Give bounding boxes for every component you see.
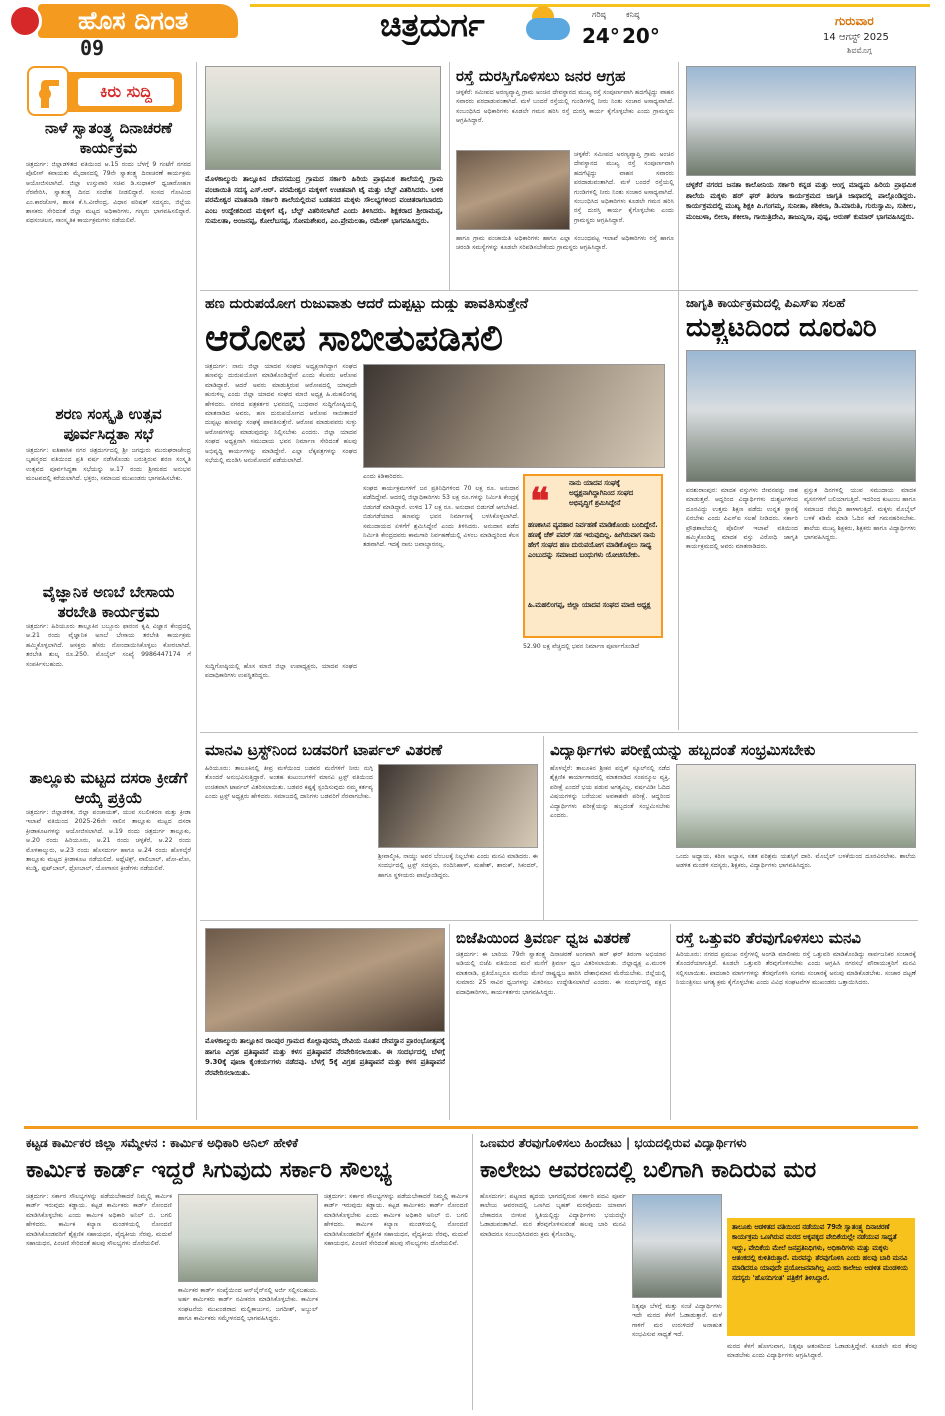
bottom-left-body: ಚಿತ್ರದುರ್ಗ: ಸರ್ಕಾರ ಸೌಲಭ್ಯಗಳನ್ನು ಪಡೆಯಬೇಕಾದರೆ ನಿಮ್ಮಲ್ಲಿ ಕಾರ್ಮಿಕ ಕಾರ್ಡ್ ಇರುವುದು ಕಡ್ಡಾಯ. ಕಟ್ಟಡ ಕಾರ್ಮಿಕರು ಕಾರ್ಡ್ ನೋಂದಣಿ ಮಾಡಿಸಿಕೊಳ್ಳಬೇಕು ಎಂದು ಕಾರ್ಮಿಕ ಅಧಿಕಾರಿ ಅನಿಲ್ ಬಿ. ಬಗಲಿ ಹೇಳಿದರು. ಕಾರ್ಮಿಕ ಕಲ್ಯಾಣ ಮಂಡಳಿಯಲ್ಲಿ ನೋಂದಣಿ ಮಾಡಿಸಿಕೊಂಡವರಿಗೆ ಶೈಕ್ಷಣಿಕ ಸಹಾಯಧನ, ವೈದ್ಯಕೀಯ ನೆರವು, ಮದುವೆ ಸಹಾಯಧನ, ಪಿಂಚಣಿ ಸೇರಿದಂತೆ ಹಲವು ಸೌಲಭ್ಯಗಳು ದೊರೆಯಲಿವೆ.: [324, 1193, 468, 1248]
brief-headline: ಶರಣ ಸಂಸ್ಕೃತಿ ಉತ್ಸವ ಪೂರ್ವಸಿದ್ಧತಾ ಸಭೆ: [55, 405, 162, 443]
road-body: ಚಳ್ಳಕೆರೆ: ಸಮೀಪದ ಅರಣ್ಯವ್ಯಾಪ್ತಿ ಗ್ರಾಮ ಅಂಚಿನ ದೇವಸ್ಥಾನದ ಮುಖ್ಯ ರಸ್ತೆ ಸಂಪೂರ್ಣವಾಗಿ ಹದಗೆಟ್ಟಿದ್ದು ವಾಹನ ಸವಾರರು ಪರದಾಡುವಂತಾಗಿದೆ. ಮಳೆ ಬಂದರೆ ರಸ್ತೆಯಲ್ಲಿ ಗುಂಡಿಗಳಲ್ಲಿ ನೀರು ನಿಂತು ಸಂಚಾರ ಅಸಾಧ್ಯವಾಗಿದೆ. ಸಂಬಂಧಿಸಿದ ಅಧಿಕಾರಿಗಳು ಕೂಡಲೇ ಗಮನ ಹರಿಸಿ ರಸ್ತೆ ದುರಸ್ತಿ ಕಾರ್ಯ ಕೈಗೊಳ್ಳಬೇಕು ಎಂದು ಗ್ರಾಮಸ್ಥರು ಆಗ್ರಹಿಸಿದ್ದಾರೆ.: [574, 151, 674, 224]
issue-date: 14 ಆಗಸ್ಟ್ 2025: [823, 32, 889, 43]
column-divider: [196, 62, 197, 1120]
photo-caption: ಮೊಳಕಾಲ್ಮುರು ತಾಲ್ಲೂಕಿನ ದೇವಸಮುದ್ರ ಗ್ರಾಮದ ಸರ್ಕಾರಿ ಹಿರಿಯ ಪ್ರಾಥಮಿಕ ಶಾಲೆಯಲ್ಲಿ ಗ್ರಾಮ ಪಂಚಾಯಿತಿ ಸದಸ್ಯ ಎಸ್.ಆರ್. ಪರಮೇಶ್ವರ ಮಕ್ಕಳಿಗೆ ಉಚಿತವಾಗಿ ಟೈ ಮತ್ತು ಬೆಲ್ಟ್ ವಿತರಿಸಿದರು. ಬಳಿಕ ಪರಮೇಶ್ವರ ಮಾತನಾಡಿ ಸರ್ಕಾರಿ ಶಾಲೆಯಲ್ಲಿರುವ ಬಡತನದ ಮಕ್ಕಳು ಸೌಲಭ್ಯಗಳಿಂದ ವಂಚಿತರಾಗಬಾರದು ಎಂಬ ಉದ್ದೇಶದಿಂದ ಮಕ್ಕಳಿಗೆ ಟೈ, ಬೆಲ್ಟ್ ವಿತರಿಸಲಾಗಿದೆ ಎಂದು ತಿಳಿಸಿದರು. ಶಿಕ್ಷಕರಾದ ಶ್ರೀರಾಮಪ್ಪ, ಸುಮಲತಾ, ಅಂಜನಪ್ಪ, ಕೋಲೆಬಸಪ್ಪ, ಸೋಮಶೇಖರ, ಎಂ.ಪ್ರೇಮಲತಾ, ರಮೇಶ್ ಭಾಗವಹಿಸಿದ್ದರು.: [205, 175, 443, 225]
cloud-icon: [526, 18, 570, 40]
info-box-text: ತಾಲೂಕು ಆಡಳಿತದ ವತಿಯಿಂದ ನಡೆಯುವ 79ನೇ ಸ್ವಾತಂತ್ರ್ಯ ದಿನಾಚರಣೆ ಕಾರ್ಯಕ್ರಮ ಒಣಗಿರುವ ಮರದ ಅಕ್ಕಪಕ್ಕದ ವೇದಿಕೆಯಲ್ಲೇ ನಡೆಯುವ ಸಾಧ್ಯತೆ ಇದ್ದು, ವೇದಿಕೆಯ ಮೇಲೆ ಜನಪ್ರತಿನಿಧಿಗಳು, ಅಧಿಕಾರಿಗಳು ಮತ್ತು ಮಕ್ಕಳು ಆತಂಕದಲ್ಲಿ ಕುಳಿತಿರುತ್ತಾರೆ. ಮರವನ್ನು ತೆರವುಗೊಳಿಸಿ ಎಂದು ಹಲವು ಬಾರಿ ಮನವಿ ಮಾಡಿದರೂ ಯಾವುದೇ ಪ್ರಯೋಜನವಾಗಿಲ್ಲ ಎಂದು ಕಾಲೇಜು ಆಡಳಿತ ಮಂಡಳಿಯ ಸದಸ್ಯರು 'ಹೊಸದಿಗಂತ' ಪತ್ರಿಕೆಗೆ ತಿಳಿಸಿದ್ದಾರೆ.: [732, 1223, 908, 1283]
brief-headline: ನಾಳೆ ಸ್ವಾತಂತ್ರ್ಯ ದಿನಾಚರಣೆ ಕಾರ್ಯಕ್ರಮ: [44, 119, 173, 157]
day-of-week: ಗುರುವಾರ: [835, 14, 874, 28]
brief-body: ಚಿತ್ರದುರ್ಗ: ಜಿಲ್ಲಾಡಳಿತ, ಜಿಲ್ಲಾ ಪಂಚಾಯತ್, ಯುವ ಸಬಲೀಕರಣ ಮತ್ತು ಕ್ರೀಡಾ ಇಲಾಖೆ ವತಿಯಿಂದ 2025-26ನೇ ಸಾಲಿನ ತಾಲ್ಲೂಕು ಮಟ್ಟದ ದಸರಾ ಕ್ರೀಡಾಕೂಟಗಳನ್ನು ಆಯೋಜಿಸಲಾಗಿದೆ. ಆ.19 ರಂದು ಚಿತ್ರದುರ್ಗ ತಾಲ್ಲೂಕು, ಆ.20 ರಂದು ಹಿರಿಯೂರು, ಆ.21 ರಂದು ಚಳ್ಳಕೆರೆ, ಆ.22 ರಂದು ಮೊಳಕಾಲ್ಮುರು, ಆ.23 ರಂದು ಹೊಸದುರ್ಗ ಹಾಗೂ ಆ.24 ರಂದು ಹೊಳಲ್ಕೆರೆ ತಾಲ್ಲೂಕು ಮಟ್ಟದ ಕ್ರೀಡಾಕೂಟ ನಡೆಯಲಿದೆ. ಅಥ್ಲೆಟಿಕ್ಸ್, ವಾಲಿಬಾಲ್, ಖೋ-ಖೋ, ಕಬಡ್ಡಿ, ಫುಟ್‌ಬಾಲ್, ಥ್ರೋಬಾಲ್, ಯೋಗಾಸನ ಕ್ರೀಡೆಗಳು ನಡೆಯಲಿವೆ.: [26, 809, 191, 873]
road2-headline: ರಸ್ತೆ ಒತ್ತುವರಿ ತೆರವುಗೊಳಿಸಲು ಮನವಿ: [676, 929, 861, 947]
exam-headline: ವಿದ್ಯಾರ್ಥಿಗಳು ಪರೀಕ್ಷೆಯನ್ನು ಹಬ್ಬದಂತೆ ಸಂಭ್ರಮಿಸಬೇಕು: [550, 741, 816, 759]
bottom-right-headline: ಕಾಲೇಜು ಆವರಣದಲ್ಲಿ ಬಲಿಗಾಗಿ ಕಾದಿರುವ ಮರ: [480, 1157, 817, 1183]
road-body: ಚಳ್ಳಕೆರೆ: ಸಮೀಪದ ಅರಣ್ಯವ್ಯಾಪ್ತಿ ಗ್ರಾಮ ಅಂಚಿನ ದೇವಸ್ಥಾನದ ಮುಖ್ಯ ರಸ್ತೆ ಸಂಪೂರ್ಣವಾಗಿ ಹದಗೆಟ್ಟಿದ್ದು ವಾಹನ ಸವಾರರು ಪರದಾಡುವಂತಾಗಿದೆ. ಮಳೆ ಬಂದರೆ ರಸ್ತೆಯಲ್ಲಿ ಗುಂಡಿಗಳಲ್ಲಿ ನೀರು ನಿಂತು ಸಂಚಾರ ಅಸಾಧ್ಯವಾಗಿದೆ. ಸಂಬಂಧಿಸಿದ ಅಧಿಕಾರಿಗಳು ಕೂಡಲೇ ಗಮನ ಹರಿಸಿ ರಸ್ತೆ ದುರಸ್ತಿ ಕಾರ್ಯ ಕೈಗೊಳ್ಳಬೇಕು ಎಂದು ಗ್ರಾಮಸ್ಥರು ಆಗ್ರಹಿಸಿದ್ದಾರೆ.: [456, 89, 674, 125]
road2-body: ಹಿರಿಯೂರು: ನಗರದ ಪ್ರಮುಖ ರಸ್ತೆಗಳಲ್ಲಿ ಅಂಗಡಿ ಮಾಲೀಕರು ರಸ್ತೆ ಒತ್ತುವರಿ ಮಾಡಿಕೊಂಡಿದ್ದು ಸಾರ್ವಜನಿಕರ ಸಂಚಾರಕ್ಕೆ ತೊಂದರೆಯಾಗುತ್ತಿದೆ. ಕೂಡಲೇ ಒತ್ತುವರಿ ತೆರವುಗೊಳಿಸಬೇಕು ಎಂದು ಆಗ್ರಹಿಸಿ ನಗರಸಭೆ ಪೌರಾಯುಕ್ತರಿಗೆ ಮನವಿ ಸಲ್ಲಿಸಲಾಯಿತು. ಪಾದಚಾರಿ ಮಾರ್ಗಗಳನ್ನು ತೆರವುಗೊಳಿಸಿ ಸುಗಮ ಸಂಚಾರಕ್ಕೆ ಅನುವು ಮಾಡಿಕೊಡಬೇಕು. ಸಂಚಾರ ದಟ್ಟಣೆ ನಿಯಂತ್ರಿಸಲು ಅಗತ್ಯ ಕ್ರಮ ಕೈಗೊಳ್ಳಬೇಕು ಎಂದು ವಿವಿಧ ಸಂಘಟನೆಗಳ ಮುಖಂಡರು ಒತ್ತಾಯಿಸಿದರು.: [676, 951, 916, 987]
tree-photo: [632, 1194, 722, 1298]
conference-photo: [178, 1194, 318, 1282]
lead-body: ಸಂಘದ ಕಾರ್ಯಕ್ರಮಗಳಿಗೆ ಜನ ಪ್ರತಿನಿಧಿಗಳಿಂದ 70 ಲಕ್ಷ ರೂ. ಅನುದಾನ ಪಡೆದಿದ್ದೇವೆ. ಆದರಲ್ಲಿ ಜಿಲ್ಲಾಧಿಕಾರಿಗಳು 53 ಲಕ್ಷ ರೂ.ಗಳನ್ನು ನಿರ್ಮಿತಿ ಕೇಂದ್ರಕ್ಕೆ ಬಿಡುಗಡೆ ಮಾಡಿದ್ದಾರೆ. ಉಳಿದ 17 ಲಕ್ಷ ರೂ. ಅನುದಾನ ಬಿಡುಗಡೆ ಆಗಬೇಕಿದೆ. ಬಿಡುಗಡೆಯಾದ ಹಣವನ್ನು ಭವನ ನಿರ್ಮಾಣಕ್ಕೆ ಬಳಸಿಕೊಳ್ಳಲಾಗಿದೆ. ಸಮುದಾಯದ ಏಳಿಗೆಗೆ ಶ್ರಮಿಸಿದ್ದೇನೆ ಎಂದು ತಿಳಿಸಿದರು. ಅನುದಾನ ಪಡೆದ ನಿರ್ಮಿತಿ ಕೇಂದ್ರದವರು ಕಾಮಗಾರಿ ನಿರ್ವಹಣೆಯಲ್ಲಿ ವಿಳಂಬ ಮಾಡಿದ್ದರಿಂದ ಕೆಲಸ ತಡವಾಗಿದೆ. ಇದಕ್ಕೆ ನಾನು ಜವಾಬ್ದಾರನಲ್ಲ.: [363, 485, 519, 549]
column-divider: [678, 62, 679, 290]
column-divider: [472, 1134, 473, 1410]
city-name: ಚಿತ್ರದುರ್ಗ: [380, 6, 485, 44]
temp-min-label: ಕನಿಷ್ಠ: [626, 10, 640, 19]
exam-body: ಹೊಳಲ್ಕೆರೆ: ತಾಲೂಕಿನ ಶ್ರೀಕನ ಪಬ್ಲಿಕ್ ಸ್ಕೂಲ್‌ನಲ್ಲಿ ನಡೆದ ಶೈಕ್ಷಣಿಕ ಕಾರ್ಯಾಗಾರದಲ್ಲಿ ಮಾತನಾಡಿದ ಸಂಪನ್ಮೂಲ ವ್ಯಕ್ತಿ, ಪರೀಕ್ಷೆ ಎಂದರೆ ಭಯ ಪಡುವ ಅಗತ್ಯವಿಲ್ಲ. ವರ್ಷವಿಡೀ ಓದಿದ ವಿಷಯಗಳನ್ನು ಬರೆಯುವ ಅವಕಾಶವೇ ಪರೀಕ್ಷೆ. ಆದ್ದರಿಂದ ವಿದ್ಯಾರ್ಥಿಗಳು ಪರೀಕ್ಷೆಯನ್ನು ಹಬ್ಬದಂತೆ ಸಂಭ್ರಮಿಸಬೇಕು ಎಂದರು.: [550, 765, 670, 820]
hand-pointer-icon: [27, 66, 69, 116]
photo-caption: ಚಳ್ಳಕೆರೆ ನಗರದ ಜನತಾ ಕಾಲೋನಿಯ ಸರ್ಕಾರಿ ಕನ್ನಡ ಮತ್ತು ಆಂಗ್ಲ ಮಾಧ್ಯಮ ಹಿರಿಯ ಪ್ರಾಥಮಿಕ ಶಾಲೆಯ ಮಕ್ಕಳು ಹರ್ ಘರ್ ತಿರಂಗಾ ಕಾರ್ಯಕ್ರಮದ ಜಾಗೃತಿ ಜಾಥಾದಲ್ಲಿ ಪಾಲ್ಗೊಂಡಿದ್ದರು. ಕಾರ್ಯಕ್ರಮದಲ್ಲಿ ಮುಖ್ಯ ಶಿಕ್ಷಕಿ ಪಿ.ಗಂಗಮ್ಮ, ಸುನೀತಾ, ಶಶಿಕಲಾ, ಡಿ.ಮಾರುತಿ, ಗುರುಸ್ವಾಮಿ, ಸುಶೀಲ, ಮಂಜುಳಾ, ಲೀಲಾ, ಶಕೀಲಾ, ಗಾಯಿತ್ರಿದೇವಿ, ತಾಜುನ್ನಿಸಾ, ಪುಷ್ಪ, ಅರುಣ್ ಕುಮಾರ್ ಭಾಗವಹಿಸಿದ್ದರು.: [686, 181, 916, 221]
right-kicker: ಜಾಗೃತಿ ಕಾರ್ಯಕ್ರಮದಲ್ಲಿ ಪಿಎಸ್ಐ ಸಲಹೆ: [686, 296, 846, 310]
quote-signature: ಹಿ.ಮಹಲಿಂಗಪ್ಪ, ಜಿಲ್ಲಾ ಯಾದವ ಸಂಘದ ಮಾಜಿ ಅಧ್ಯಕ್ಷ: [528, 601, 651, 609]
header-rule: [250, 4, 930, 7]
kiru-label: ಕಿರು ಸುದ್ದಿ: [78, 78, 174, 106]
road-body: ಹಾಗೂ ಗ್ರಾಮ ಪಂಚಾಯಿತಿ ಅಧಿಕಾರಿಗಳು ಹಾಗೂ ಎಲ್ಲಾ ಸಂಬಂಧಪಟ್ಟ ಇಲಾಖೆ ಅಧಿಕಾರಿಗಳು ರಸ್ತೆ ಹಾಗೂ ಚರಂಡಿ ಸಮಸ್ಯೆಗಳನ್ನು ಕೂಡಲೇ ಸರಿಪಡಿಸಬೇಕೆಂದು ಗ್ರಾಮಸ್ಥರು ಆಗ್ರಹಿಸಿದ್ದಾರೆ.: [456, 235, 674, 252]
temp-max-label: ಗರಿಷ್ಠ: [592, 10, 606, 19]
lead-body: ಸುದ್ದಿಗೋಷ್ಠಿಯಲ್ಲಿ ಹೊಸ ಮಾಜಿ ಜಿಲ್ಲಾ ಉಪಾಧ್ಯಕ್ಷರು, ಯಾದವ ಸಂಘದ ಪದಾಧಿಕಾರಿಗಳು ಉಪಸ್ಥಿತರಿದ್ದರು.: [205, 663, 357, 680]
row-divider: [200, 920, 918, 921]
temp-min: 20°: [622, 24, 660, 48]
trust-photo: [378, 764, 538, 848]
brief-headline: ವೈಜ್ಞಾನಿಕ ಅಣಬೆ ಬೇಸಾಯ ತರಬೇತಿ ಕಾರ್ಯಕ್ರಮ: [42, 583, 175, 621]
bjp-headline: ಬಿಜೆಪಿಯಿಂದ ತ್ರಿವರ್ಣ ಧ್ವಜ ವಿತರಣೆ: [456, 929, 631, 947]
quote-lead: ನಾನು ಯಾದವ ಸಂಘಕ್ಕೆ ಅಧ್ಯಕ್ಷನಾಗಿದ್ದಾಗಿನಿಂದ ಸಂಘದ ಅಭಿವೃದ್ಧಿಗೆ ಶ್ರಮಿಸಿದ್ದೇನೆ: [569, 479, 634, 507]
press-meet-photo: [363, 364, 665, 468]
row-divider: [200, 290, 918, 291]
school-building-photo: [686, 350, 916, 482]
bottom-right-body: ಮರದ ಕೆಳಗೆ ಹೋಗುವಾಗ, ನಿತ್ಯವೂ ಆತಂಕದಿಂದ ಓಡಾಡುತ್ತಿದ್ದೇವೆ. ಕೂಡಲೇ ಮರ ತೆರವು ಮಾಡಬೇಕು ಎಂದು ವಿದ್ಯಾರ್ಥಿಗಳು ಆಗ್ರಹಿಸಿದ್ದಾರೆ.: [727, 1343, 917, 1360]
school-photo: [205, 66, 441, 170]
bottom-left-body: ಕಾರ್ಮಿಕರ ಕಾರ್ಡ್ ಸಂಖ್ಯೆಯಿಂದ ಆನ್‌ಲೈನ್‌ನಲ್ಲಿ ಅರ್ಜಿ ಸಲ್ಲಿಸಬಹುದು. ಅರ್ಹ ಕಾರ್ಮಿಕರು ಕಾರ್ಡ್ ನವೀಕರಣ ಮಾಡಿಸಿಕೊಳ್ಳಬೇಕು. ಕಾರ್ಮಿಕ ಸಂಘಟನೆಯ ಮುಖಂಡರಾದ ಮಲ್ಲಿಕಾರ್ಜುನ, ಜಗದೀಶ್, ಅಬ್ದುಲ್ ಹಾಗೂ ಕಾರ್ಮಿಕರು ಸಮ್ಮೇಳನದಲ್ಲಿ ಭಾಗವಹಿಸಿದ್ದರು.: [178, 1287, 318, 1323]
bottom-right-body: ಹೊಸದುರ್ಗ: ಪಟ್ಟಣದ ಹೃದಯ ಭಾಗದಲ್ಲಿರುವ ಸರ್ಕಾರಿ ಪದವಿ ಪೂರ್ವ ಕಾಲೇಜು ಆವರಣದಲ್ಲಿ ಒಣಗಿದ ಬೃಹತ್ ಮರವೊಂದು ಯಾವಾಗ ಬೇಕಾದರೂ ಬೀಳುವ ಸ್ಥಿತಿಯಲ್ಲಿದ್ದು ವಿದ್ಯಾರ್ಥಿಗಳು ಭಯದಲ್ಲೇ ಓಡಾಡುವಂತಾಗಿದೆ. ಮರ ತೆರವುಗೊಳಿಸುವಂತೆ ಹಲವು ಬಾರಿ ಮನವಿ ಮಾಡಿದರೂ ಸಂಬಂಧಿಸಿದವರು ಕ್ರಮ ಕೈಗೊಂಡಿಲ್ಲ.: [480, 1193, 626, 1238]
bottom-left-kicker: ಕಟ್ಟಡ ಕಾರ್ಮಿಕರ ಜಿಲ್ಲಾ ಸಮ್ಮೇಳನ : ಕಾರ್ಮಿಕ ಅಧಿಕಾರಿ ಅನಿಲ್ ಹೇಳಿಕೆ: [26, 1136, 298, 1150]
bottom-left-body: ಚಿತ್ರದುರ್ಗ: ಸರ್ಕಾರ ಸೌಲಭ್ಯಗಳನ್ನು ಪಡೆಯಬೇಕಾದರೆ ನಿಮ್ಮಲ್ಲಿ ಕಾರ್ಮಿಕ ಕಾರ್ಡ್ ಇರುವುದು ಕಡ್ಡಾಯ. ಕಟ್ಟಡ ಕಾರ್ಮಿಕರು ಕಾರ್ಡ್ ನೋಂದಣಿ ಮಾಡಿಸಿಕೊಳ್ಳಬೇಕು ಎಂದು ಕಾರ್ಮಿಕ ಅಧಿಕಾರಿ ಅನಿಲ್ ಬಿ. ಬಗಲಿ ಹೇಳಿದರು. ಕಾರ್ಮಿಕ ಕಲ್ಯಾಣ ಮಂಡಳಿಯಲ್ಲಿ ನೋಂದಣಿ ಮಾಡಿಸಿಕೊಂಡವರಿಗೆ ಶೈಕ್ಷಣಿಕ ಸಹಾಯಧನ, ವೈದ್ಯಕೀಯ ನೆರವು, ಮದುವೆ ಸಹಾಯಧನ, ಪಿಂಚಣಿ ಸೇರಿದಂತೆ ಹಲವು ಸೌಲಭ್ಯಗಳು ದೊರೆಯಲಿವೆ.: [26, 1193, 172, 1248]
right-body: ಪ್ರಸ್ತುತ ದಿನಗಳಲ್ಲಿ ಯುವ ಸಮುದಾಯ ಮಾದಕ ವ್ಯಸನಗಳಿಗೆ ಬಲಿಯಾಗುತ್ತಿದೆ. ಇದರಿಂದ ಕುಟುಂಬ ಹಾಗೂ ಸಮಾಜದ ನೆಮ್ಮದಿ ಹಾಳಾಗುತ್ತಿದೆ. ಮಕ್ಕಳು ಮೊಬೈಲ್ ಬಳಕೆ ಕಡಿಮೆ ಮಾಡಿ ಓದಿನ ಕಡೆ ಗಮನಹರಿಸಬೇಕು. ಶಾಲೆಯ ಮುಖ್ಯ ಶಿಕ್ಷಕರು, ಶಿಕ್ಷಕರು ಹಾಗೂ ವಿದ್ಯಾರ್ಥಿಗಳು ಭಾಗವಹಿಸಿದ್ದರು.: [804, 487, 916, 542]
lead-body: ಚಿತ್ರದುರ್ಗ: ನಾನು ಜಿಲ್ಲಾ ಯಾದವ ಸಂಘದ ಅಧ್ಯಕ್ಷನಾಗಿದ್ದಾಗ ಸಂಘದ ಹಣವನ್ನು ದುರುಪಯೋಗ ಮಾಡಿಕೊಂಡಿದ್ದೇನೆ ಎಂದು ಕೆಲವರು ಆರೋಪ ಮಾಡಿದ್ದಾರೆ. ಆದರೆ ಅವರು ಮಾಡುತ್ತಿರುವ ಆರೋಪದಲ್ಲಿ ಯಾವುದೇ ಹುರುಳಿಲ್ಲ ಎಂದು ಜಿಲ್ಲಾ ಯಾದವ ಸಂಘದ ಮಾಜಿ ಅಧ್ಯಕ್ಷ ಹಿ.ಮಹಲಿಂಗಪ್ಪ ಹೇಳಿದರು. ನಗರದ ಪತ್ರಕರ್ತರ ಭವನದಲ್ಲಿ ಬುಧವಾರ ಸುದ್ದಿಗೋಷ್ಠಿಯಲ್ಲಿ ಮಾತನಾಡಿದ ಅವರು, ಹಣ ದುರುಪಯೋಗದ ಆರೋಪ ಸಾಬೀತಾದರೆ ದುಪ್ಪಟ್ಟು ಹಣವನ್ನು ಸಂಘಕ್ಕೆ ಪಾವತಿಸುತ್ತೇನೆ. ಆರೋಪ ಮಾಡುವವರು ಸುಳ್ಳು ಆರೋಪಗಳನ್ನು ಮಾಡುವುದನ್ನು ನಿಲ್ಲಿಸಬೇಕು ಎಂದರು. ಜಿಲ್ಲಾ ಯಾದವ ಸಂಘದ ಅಧ್ಯಕ್ಷನಾಗಿ ಸಮುದಾಯ ಭವನ ನಿರ್ಮಾಣ ಸೇರಿದಂತೆ ಹಲವು ಅಭಿವೃದ್ಧಿ ಕಾರ್ಯಗಳನ್ನು ಮಾಡಿದ್ದೇನೆ. ಎಲ್ಲಾ ಲೆಕ್ಕಪತ್ರಗಳನ್ನು ಸಂಘದ ಸಭೆಯಲ್ಲಿ ಮಂಡಿಸಿ ಅನುಮೋದನೆ ಪಡೆಯಲಾಗಿದೆ.: [205, 363, 357, 465]
quote-mark-icon: ❝: [530, 480, 550, 522]
road-headline: ರಸ್ತೆ ದುರಸ್ತಿಗೊಳಿಸಲು ಜನರ ಆಗ್ರಹ: [456, 67, 626, 85]
temp-max: 24°: [582, 24, 620, 48]
page-number: 09: [80, 36, 105, 60]
column-divider: [678, 290, 679, 730]
photo-caption: ಮೊಳಕಾಲ್ಮುರು ತಾಲ್ಲೂಕಿನ ರಾಂಪುರ ಗ್ರಾಮದ ಕೊಲ್ಲಾಪುರಮ್ಮ ದೇವಿಯ ನೂತನ ದೇವಸ್ಥಾನ ಪ್ರಾರಂಭೋತ್ಸವಕ್ಕೆ ಹಾಗೂ ವಿಗ್ರಹ ಪ್ರತಿಷ್ಠಾಪನೆ ಮತ್ತು ಕಳಸ ಪ್ರತಿಷ್ಠಾಪನೆ ನೆರವೇರಿಸಲಾಯಿತು. ಈ ಸಂದರ್ಭದಲ್ಲಿ ಬೆಳಗ್ಗೆ 9.30ಕ್ಕೆ ಪೂಜಾ ಕೈಂಕರ್ಯಗಳು ನಡೆದವು. ಬೆಳಗ್ಗೆ 5ಕ್ಕೆ ವಿಗ್ರಹ ಪ್ರತಿಷ್ಠಾಪನೆ ಮತ್ತು ಕಳಸ ಪ್ರತಿಷ್ಠಾಪನೆ ನೆರವೇರಿಸಲಾಯಿತು.: [205, 1037, 445, 1077]
masthead-logo-icon: [8, 4, 42, 38]
column-divider: [449, 924, 450, 1120]
quote-body: ಹಣಕಾಸಿನ ವ್ಯವಹಾರ ನಿರ್ವಹಣೆ ಮಾಡಿಕೊಂಡು ಬಂದಿದ್ದೇನೆ. ಹಣಕ್ಕೆ ಚೆಕ್ ಪವರ್ ಸಹ ಇರುವುದಿಲ್ಲ. ಹೀಗಿರುವಾಗ ನಾನು ಹೇಗೆ ಸಂಘದ ಹಣ ದುರುಪಯೋಗ ಮಾಡಿಕೊಳ್ಳಲು ಸಾಧ್ಯ ಎಂಬುದನ್ನು ಸಮಾಜದ ಬಂಧುಗಳು ಯೋಚಿಸಬೇಕು.: [528, 521, 658, 559]
brief-body: ಚಿತ್ರದುರ್ಗ: ಜಿಲ್ಲಾಡಳಿತದ ವತಿಯಿಂದ ಆ.15 ರಂದು ಬೆಳಗ್ಗೆ 9 ಗಂಟೆಗೆ ನಗರದ ಪೊಲೀಸ್ ಕವಾಯತು ಮೈದಾನದಲ್ಲಿ 79ನೇ ಸ್ವಾತಂತ್ರ್ಯ ದಿನಾಚರಣೆ ಕಾರ್ಯಕ್ರಮ ಆಯೋಜಿಸಲಾಗಿದೆ. ಜಿಲ್ಲಾ ಉಸ್ತುವಾರಿ ಸಚಿವ ಡಿ.ಸುಧಾಕರ್ ಧ್ವಜಾರೋಹಣ ನೆರವೇರಿಸಿ, ಸ್ವಾತಂತ್ರ್ಯ ದಿನದ ಸಂದೇಶ ನೀಡಲಿದ್ದಾರೆ. ಸಂಸದ ಗೋವಿಂದ ಎಂ.ಕಾರಜೋಳ, ಶಾಸಕ ಕೆ.ಸಿ.ವೀರೇಂದ್ರ, ವಿಧಾನ ಪರಿಷತ್ ಸದಸ್ಯರು, ಜಿಲ್ಲೆಯ ಶಾಸಕರು ಸೇರಿದಂತೆ ಜಿಲ್ಲಾ ಮಟ್ಟದ ಅಧಿಕಾರಿಗಳು, ಗಣ್ಯರು ಭಾಗವಹಿಸಲಿದ್ದಾರೆ. ಪಥಸಂಚಲನ, ಸಾಂಸ್ಕೃತಿಕ ಕಾರ್ಯಕ್ರಮಗಳು ನಡೆಯಲಿವೆ.: [26, 161, 191, 225]
column-divider: [670, 924, 671, 1120]
rally-photo: [686, 66, 916, 176]
bottom-right-kicker: ಒಣಮರ ತೆರವುಗೊಳಿಸಲು ಹಿಂದೇಟು | ಭಯದಲ್ಲಿರುವ ವಿದ್ಯಾರ್ಥಿಗಳು: [480, 1136, 747, 1150]
lead-body: 52.90 ಲಕ್ಷ ವೆಚ್ಚದಲ್ಲಿ ಭವನ ನಿರ್ಮಾಣ ಪೂರ್ಣಗೊಂಡಿದೆ: [523, 643, 640, 650]
exam-body: ಒಂದು ಅಧ್ಯಾಯ, ಕಠಿಣ ಅಭ್ಯಾಸ, ಸತತ ಪರಿಶ್ರಮ ಯಶಸ್ಸಿಗೆ ದಾರಿ. ಮೊಬೈಲ್ ಬಳಕೆಯಿಂದ ದೂರವಿರಬೇಕು. ಶಾಲೆಯ ಆಡಳಿತ ಮಂಡಳಿ ಸದಸ್ಯರು, ಶಿಕ್ಷಕರು, ವಿದ್ಯಾರ್ಥಿಗಳು ಭಾಗವಹಿಸಿದ್ದರು.: [676, 853, 916, 870]
brief-body: ಚಿತ್ರದುರ್ಗ: ಐತಿಹಾಸಿಕ ನಗರ ಚಿತ್ರದುರ್ಗದಲ್ಲಿ ಶ್ರೀ ಜಗದ್ಗುರು ಮುರುಘರಾಜೇಂದ್ರ ಬೃಹನ್ಮಠದ ವತಿಯಿಂದ ಪ್ರತಿ ವರ್ಷ ನಡೆಸಿಕೊಂಡು ಬರುತ್ತಿರುವ ಶರಣ ಸಂಸ್ಕೃತಿ ಉತ್ಸವದ ಪೂರ್ವಸಿದ್ಧತಾ ಸಭೆಯನ್ನು ಆ.17 ರಂದು ಶ್ರೀಮಠದ ಅನುಭವ ಮಂಟಪದಲ್ಲಿ ಕರೆಯಲಾಗಿದೆ. ಭಕ್ತರು, ಸಮಾಜದ ಮುಖಂಡರು ಭಾಗವಹಿಸಬೇಕು.: [26, 447, 191, 483]
edition: ಶಿವಮೊಗ್ಗ: [847, 46, 872, 55]
right-headline: ದುಶ್ಚಟದಿಂದ ದೂರವಿರಿ: [686, 313, 877, 343]
trust-body: ಹಿರಿಯೂರು: ತಾಲೂಕಿನಲ್ಲಿ ತೀವ್ರ ಮಳೆಯಿಂದ ಬಡವರ ಮನೆಗಳಿಗೆ ನೀರು ನುಗ್ಗಿ ತೊಂದರೆ ಅನುಭವಿಸುತ್ತಿದ್ದಾರೆ. ಅಂತಹ ಕುಟುಂಬಗಳಿಗೆ ಮಾನವಿ ಟ್ರಸ್ಟ್ ವತಿಯಿಂದ ಉಚಿತವಾಗಿ ಟಾರ್ಪಲ್ ವಿತರಿಸಲಾಯಿತು. ಬಡವರ ಕಷ್ಟಕ್ಕೆ ಸ್ಪಂದಿಸುವುದು ನಮ್ಮ ಕರ್ತವ್ಯ ಎಂದು ಟ್ರಸ್ಟ್ ಅಧ್ಯಕ್ಷರು ಹೇಳಿದರು. ಸಮಾಜದಲ್ಲಿ ದಾನಿಗಳು ಬಡವರಿಗೆ ನೆರವಾಗಬೇಕು.: [205, 765, 373, 801]
masthead: ಹೊಸ ದಿಗಂತ: [38, 4, 238, 38]
brief-headline: ತಾಲ್ಲೂಕು ಮಟ್ಟದ ದಸರಾ ಕ್ರೀಡೆಗೆ ಆಯ್ಕೆ ಪ್ರಕ್ರಿಯೆ: [29, 769, 188, 807]
bottom-right-caption: ನಿತ್ಯವೂ ಬೆಳಗ್ಗೆ ಮತ್ತು ಸಂಜೆ ವಿದ್ಯಾರ್ಥಿಗಳು ಇದೇ ಮರದ ಕೆಳಗೆ ಓಡಾಡುತ್ತಾರೆ. ಮಳೆ ಗಾಳಿಗೆ ಮರ ಉರುಳಿದರೆ ಅನಾಹುತ ಸಂಭವಿಸುವ ಸಾಧ್ಯತೆ ಇದೆ.: [632, 1303, 722, 1339]
lead-kicker: ಹಣ ದುರುಪಯೋಗ ರುಜುವಾತು ಆದರೆ ದುಪ್ಪಟ್ಟು ದುಡ್ಡು ಪಾವತಿಸುತ್ತೇನೆ: [205, 296, 529, 312]
right-body: ಪರಶುರಾಂಪುರ: ಮಾದಕ ವಸ್ತುಗಳು ಜೀವನವನ್ನು ನಾಶ ಮಾಡುತ್ತವೆ. ಆದ್ದರಿಂದ ವಿದ್ಯಾರ್ಥಿಗಳು ದುಶ್ಚಟಗಳಿಂದ ದೂರವಿದ್ದು ಉತ್ತಮ ಶಿಕ್ಷಣ ಪಡೆದು ಉನ್ನತ ಸ್ಥಾನಕ್ಕೆ ಏರಬೇಕು ಎಂದು ಪಿಎಸ್ಐ ಸಲಹೆ ನೀಡಿದರು. ಸರ್ಕಾರಿ ಪ್ರೌಢಶಾಲೆಯಲ್ಲಿ ಪೊಲೀಸ್ ಇಲಾಖೆ ವತಿಯಿಂದ ಹಮ್ಮಿಕೊಂಡಿದ್ದ ಮಾದಕ ವಸ್ತು ವಿರೋಧಿ ಜಾಗೃತಿ ಕಾರ್ಯಕ್ರಮದಲ್ಲಿ ಅವರು ಮಾತನಾಡಿದರು.: [686, 487, 798, 551]
temple-photo: [205, 928, 445, 1032]
lead-headline: ಆರೋಪ ಸಾಬೀತುಪಡಿಸಲಿ: [205, 317, 503, 359]
road-photo: [456, 150, 570, 230]
bjp-body: ಚಿತ್ರದುರ್ಗ: ಈ ಬಾರಿಯ 79ನೇ ಸ್ವಾತಂತ್ರ್ಯ ದಿನಾಚರಣೆ ಅಂಗವಾಗಿ ಹರ್ ಘರ್ ತಿರಂಗಾ ಅಭಿಯಾನ ಅಡಿಯಲ್ಲಿ ಬಿಜೆಪಿ ವತಿಯಿಂದ ಮನೆ ಮನೆಗೆ ತ್ರಿವರ್ಣ ಧ್ವಜ ವಿತರಿಸಲಾಯಿತು. ಜಿಲ್ಲಾಧ್ಯಕ್ಷ ಎ.ಮುರಳಿ ಮಾತನಾಡಿ, ಪ್ರತಿಯೊಬ್ಬರೂ ಮನೆಯ ಮೇಲೆ ರಾಷ್ಟ್ರಧ್ವಜ ಹಾರಿಸಿ ದೇಶಾಭಿಮಾನ ಮೆರೆಯಬೇಕು. ಜಿಲ್ಲೆಯಲ್ಲಿ ಸುಮಾರು 25 ಸಾವಿರ ಧ್ವಜಗಳನ್ನು ವಿತರಿಸಲು ಉದ್ದೇಶಿಸಲಾಗಿದೆ ಎಂದರು. ಈ ಸಂದರ್ಭದಲ್ಲಿ ಪಕ್ಷದ ಪದಾಧಿಕಾರಿಗಳು, ಕಾರ್ಯಕರ್ತರು ಭಾಗವಹಿಸಿದ್ದರು.: [456, 951, 666, 996]
lead-caption: ಎಂದು ಕಿಡಿಕಾರಿದರು.: [363, 473, 404, 480]
column-divider: [449, 62, 450, 290]
bottom-left-headline: ಕಾರ್ಮಿಕ ಕಾರ್ಡ್ ಇದ್ದರೆ ಸಿಗುವುದು ಸರ್ಕಾರಿ ಸೌಲಭ್ಯ: [26, 1157, 392, 1183]
exam-photo: [676, 764, 916, 848]
trust-caption: ಶ್ರೀವಾಲ್ಮೀಕಿ, ನಾಯ್ಡು ಅವರ ಬೆಂಬಲಕ್ಕೆ ನಿಲ್ಲಬೇಕು ಎಂದು ಮನವಿ ಮಾಡಿದರು. ಈ ಸಂದರ್ಭದಲ್ಲಿ ಟ್ರಸ್ಟ್ ಸದಸ್ಯರು, ನಂದಿನಿಹಾಳ್, ಮಹೇಶ್, ಶಾರುಕ್, ಸಿಕಂದರ್, ಹಾಗೂ ಸ್ಥಳೀಯರು ಪಾಲ್ಗೊಂಡಿದ್ದರು.: [378, 853, 538, 879]
brief-body: ಚಿತ್ರದುರ್ಗ: ಹಿರಿಯೂರು ತಾಲ್ಲೂಕಿನ ಬಬ್ಬೂರು ಫಾರಂನ ಕೃಷಿ ವಿಜ್ಞಾನ ಕೇಂದ್ರದಲ್ಲಿ ಆ.21 ರಂದು ವೈಜ್ಞಾನಿಕ ಅಣಬೆ ಬೇಸಾಯ ತರಬೇತಿ ಕಾರ್ಯಕ್ರಮ ಹಮ್ಮಿಕೊಳ್ಳಲಾಗಿದೆ. ಆಸಕ್ತರು ಹೆಸರು ನೋಂದಾಯಿಸಿಕೊಳ್ಳಲು ಕೋರಲಾಗಿದೆ. ತರಬೇತಿ ಶುಲ್ಕ ರೂ.250. ಮೊಬೈಲ್ ಸಂಖ್ಯೆ 9986447174 ಗೆ ಸಂಪರ್ಕಿಸಬಹುದು.: [26, 623, 191, 668]
row-divider: [200, 732, 918, 733]
trust-headline: ಮಾನವಿ ಟ್ರಸ್ಟ್‌ನಿಂದ ಬಡವರಿಗೆ ಟಾರ್ಪಲ್ ವಿತರಣೆ: [205, 741, 443, 759]
section-rule: [24, 1126, 918, 1129]
column-divider: [543, 736, 544, 920]
